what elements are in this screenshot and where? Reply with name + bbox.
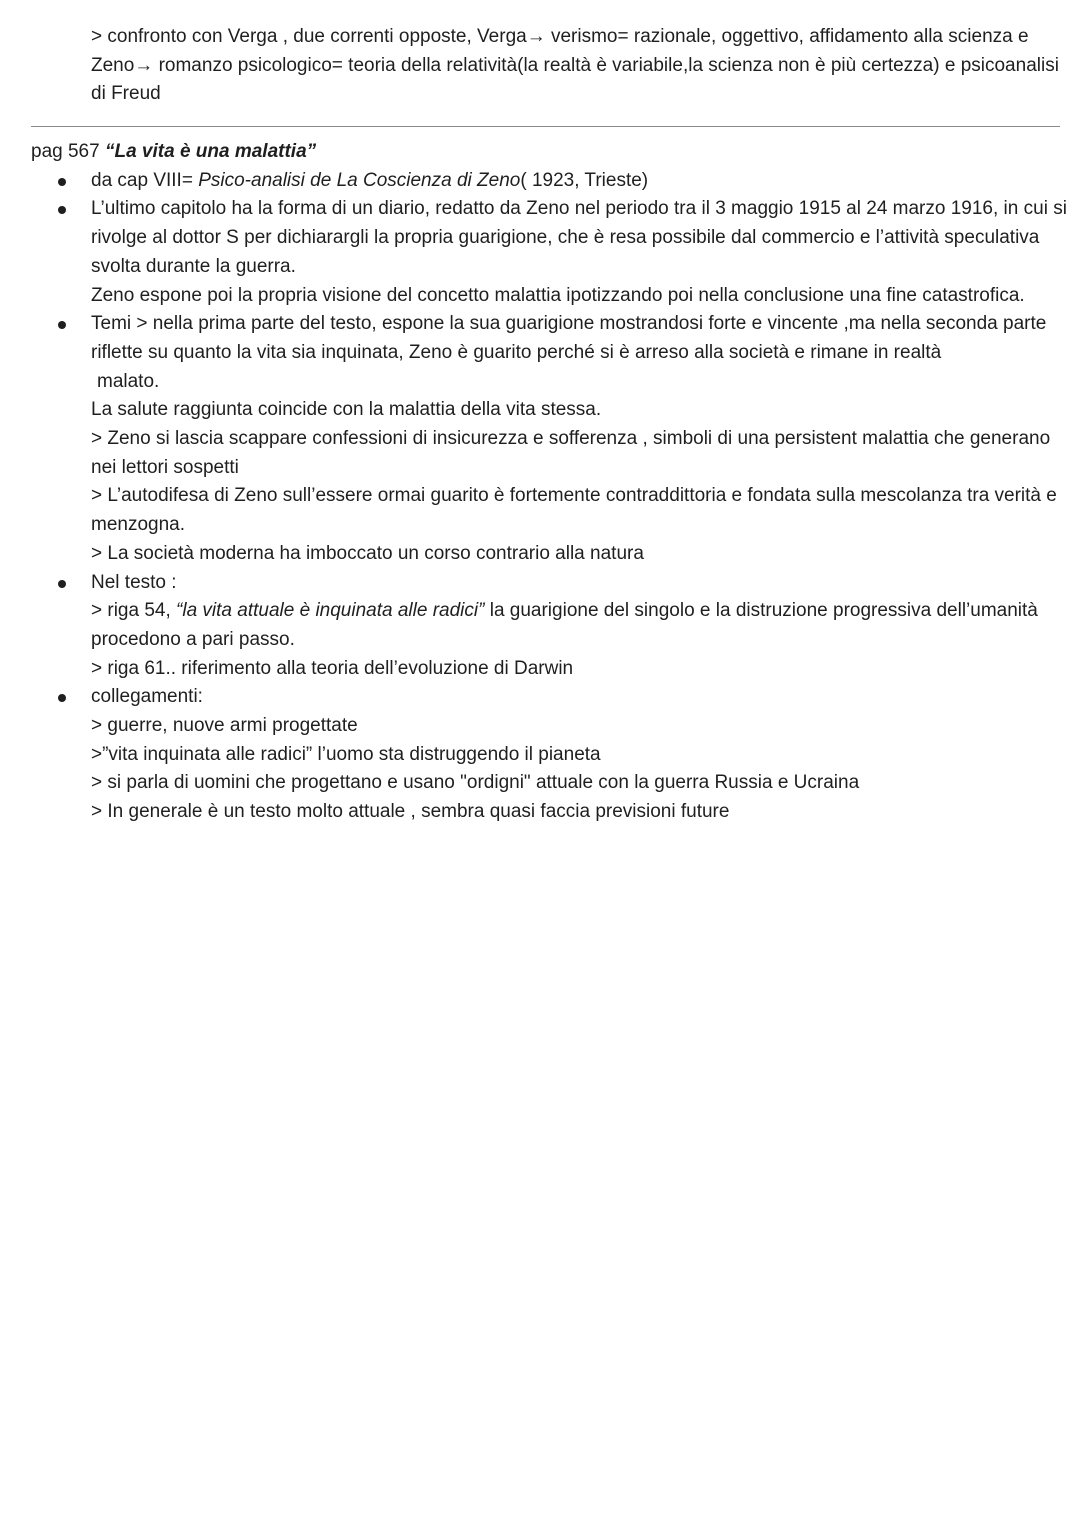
source-tail: ( 1923, Trieste) [520,169,649,191]
page-reference: pag 567 [31,141,100,162]
collegamenti-heading: collegamenti: [91,686,203,708]
riga-54-quote: “la vita attuale è inquinata alle radici” [176,600,485,622]
riga-54-comment: la guarigione del singolo e la distruzione progressiva dell’umanità procedono a pari passo. [91,600,1038,650]
top-paragraph [91,23,1066,109]
bullet-item-source [31,167,1071,196]
source-work-title: Psico-analisi de La Coscienza di Zeno [198,169,521,191]
collegamento-pianeta: >”vita inquinata alle radici” l’uomo sta distruggendo il pianeta [91,743,601,765]
bullet-icon [58,206,66,214]
bullet-item-collegamenti [31,683,1071,827]
verga-comparison-text: > confronto con Verga , due correnti opposte, Verga→ verismo= razionale, oggettivo, affidamento alla scienza e Zeno→ romanzo psicologico= teoria della relatività(la realtà è variabile,la scienza non è più certezza) e psicoanalisi di Freud [91,26,1059,105]
diary-paragraph: L’ultimo capitolo ha la forma di un diario, redatto da Zeno nel periodo tra il 3 maggio 1915 al 24 marzo 1916, in cui si rivolge al dottor S per dichiarargli la propria guarigione, che è resa possibile dal commercio e l’attività speculativa svolta durante la guerra. [91,198,1067,277]
themes-paragraph: Temi > nella prima parte del testo, espone la sua guarigione mostrandosi forte e vincente ,ma nella seconda parte riflette su quanto la vita sia inquinata, Zeno è guarito perché si è arreso alla società e rimane in realtà [91,313,1047,363]
bullet-list [31,167,1071,827]
bullet-icon [58,321,66,329]
riga-61-line: > riga 61.. riferimento alla teoria dell’evoluzione di Darwin [91,657,574,679]
self-defense-line: > L’autodifesa di Zeno sull’essere ormai guarito è fortemente contraddittoria e fondata sulla mescolanza tra verità e menzogna. [91,485,1057,536]
nel-testo-heading: Nel testo : [91,571,177,593]
bullet-item-temi [31,310,1071,568]
riga-54-prefix: > riga 54, [91,600,177,622]
section-la-vita-e-una-malattia [31,138,1071,827]
bullet-item-nel-testo [31,569,1071,684]
illness-vision-paragraph: Zeno espone poi la propria visione del concetto malattia ipotizzando poi nella conclusione una fine catastrofica. [91,284,1025,306]
source-lead: da cap VIII= [91,169,193,191]
collegamento-ordigni: > si parla di uomini che progettano e usano "ordigni" attuale con la guerra Russia e Ucraina [91,772,860,794]
bullet-item-ultimo-capitolo [31,195,1071,310]
themes-paragraph-end: malato. [97,370,160,392]
bullet-icon [58,694,66,702]
section-title: “La vita è una malattia” [104,141,317,162]
riga-54-line [91,597,1071,654]
bullet-icon [58,178,66,186]
bullet-icon [58,580,66,588]
collegamento-guerre: > guerre, nuove armi progettate [91,715,358,737]
horizontal-divider [31,126,1060,127]
health-coincides-line: La salute raggiunta coincide con la malattia della vita stessa. [91,399,602,421]
modern-society-line: > La società moderna ha imboccato un corso contrario alla natura [91,542,644,564]
section-heading [31,138,1071,167]
collegamento-attuale: > In generale è un testo molto attuale , sembra quasi faccia previsioni future [91,801,730,823]
confessions-line: > Zeno si lascia scappare confessioni di insicurezza e sofferenza , simboli di una persistent malattia che generano nei lettori sospetti [91,428,1051,478]
